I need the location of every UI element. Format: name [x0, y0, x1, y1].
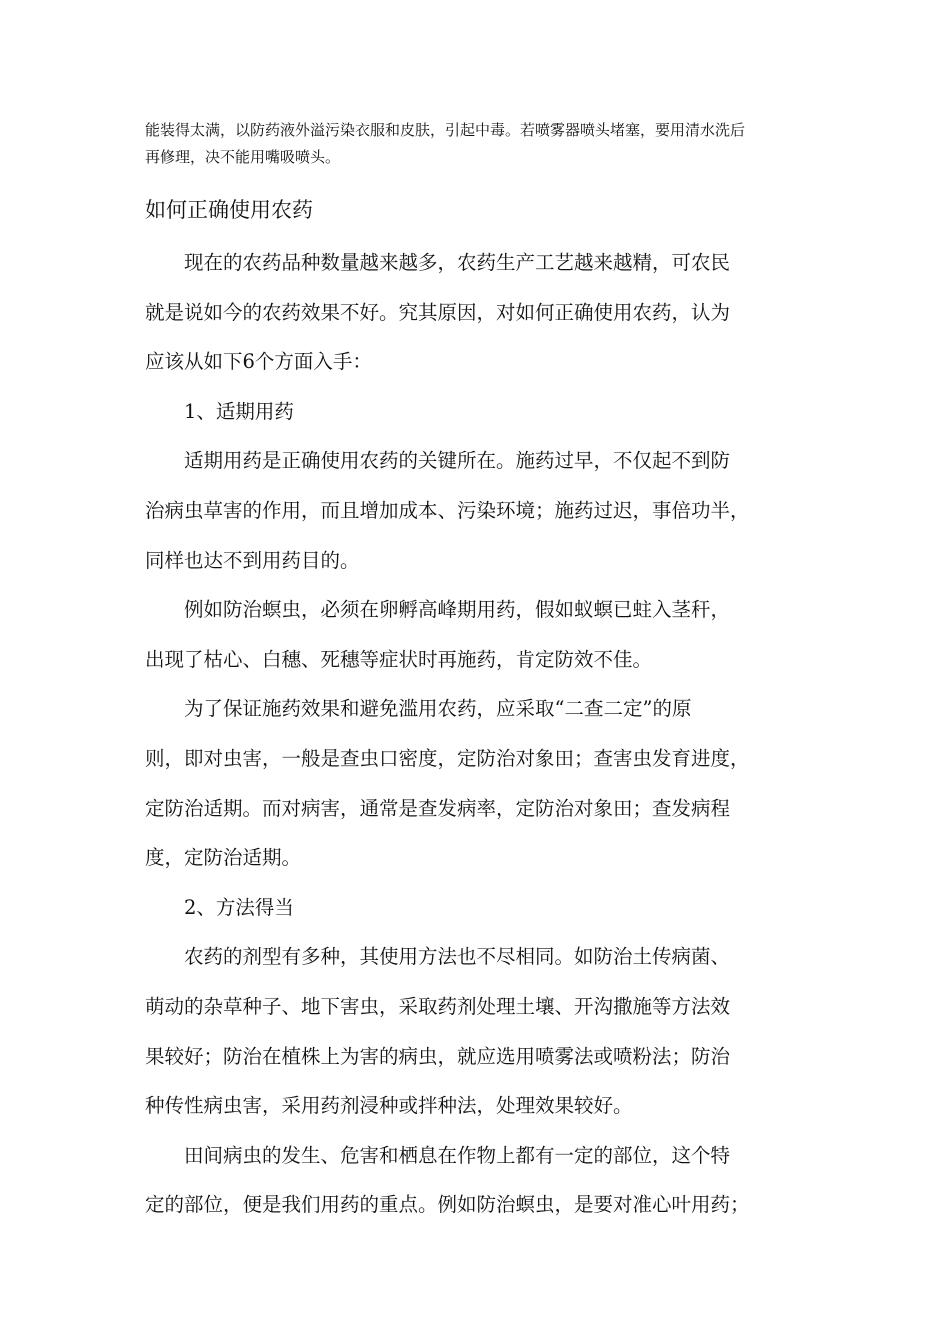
paragraph: [145, 585, 810, 684]
subheading-text: 2、方法得当: [184, 895, 294, 919]
paragraph-line: 萌动的杂草种子、地下害虫，采取药剂处理土壤、开沟撒施等方法效: [145, 994, 731, 1018]
paragraph-line: 度，定防治适期。: [145, 846, 302, 870]
paragraph-line: 农药的剂型有多种，其使用方法也不尽相同。如防治土传病菌、: [184, 945, 731, 969]
paragraph-line: 种传性病虫害，采用药剂浸种或拌种法，处理效果较好。: [145, 1094, 633, 1118]
subheading: [145, 883, 810, 933]
paragraph-line: 果较好；防治在植株上为害的病虫，就应选用喷雾法或喷粉法；防治: [145, 1044, 731, 1068]
paragraph-line: 适期用药是正确使用农药的关键所在。施药过早，不仅起不到防: [184, 449, 731, 473]
section-title: 如何正确使用农药: [145, 198, 313, 222]
paragraph-line: 为了保证施药效果和避免滥用农药，应采取“二查二定”的原: [184, 697, 692, 721]
paragraph-line: 则，即对虫害，一般是查虫口密度，定防治对象田；查害虫发育进度，: [145, 746, 750, 770]
paragraph-line: 就是说如今的农药效果不好。究其原因，对如何正确使用农药，认为: [145, 300, 731, 324]
intro-line: 能装得太满，以防药液外溢污染衣服和皮肤，引起中毒。若喷雾器喷头堵塞，要用清水洗后: [145, 121, 746, 139]
paragraph-line: 定防治适期。而对病害，通常是查发病率，定防治对象田；查发病程: [145, 796, 731, 820]
paragraph-line: 定的部位，便是我们用药的重点。例如防治螟虫，是要对准心叶用药；: [145, 1193, 750, 1217]
intro-text: [145, 117, 810, 171]
paragraph-line: 出现了枯心、白穗、死穗等症状时再施药，肯定防效不佳。: [145, 647, 653, 671]
paragraph-line: 同样也达不到用药目的。: [145, 548, 360, 572]
paragraph: [145, 436, 810, 585]
paragraph-line: 田间病虫的发生、危害和栖息在作物上都有一定的部位，这个特: [184, 1143, 731, 1167]
paragraph: [145, 684, 810, 882]
paragraph-line: 治病虫草害的作用，而且增加成本、污染环境；施药过迟，事倍功半，: [145, 498, 750, 522]
paragraph: [145, 238, 810, 387]
subheading: [145, 387, 810, 437]
intro-line: 再修理，决不能用嘴吸喷头。: [145, 148, 341, 166]
subheading-text: 1、适期用药: [184, 399, 294, 423]
paragraph-line: 应该从如下6个方面入手：: [145, 350, 372, 374]
body-text: [145, 238, 810, 1230]
paragraph: [145, 932, 810, 1130]
paragraph: [145, 1131, 810, 1230]
paragraph-line: 现在的农药品种数量越来越多，农药生产工艺越来越精，可农民: [184, 251, 731, 274]
paragraph-line: 例如防治螟虫，必须在卵孵高峰期用药，假如蚁螟已蛀入茎秆，: [184, 598, 731, 622]
